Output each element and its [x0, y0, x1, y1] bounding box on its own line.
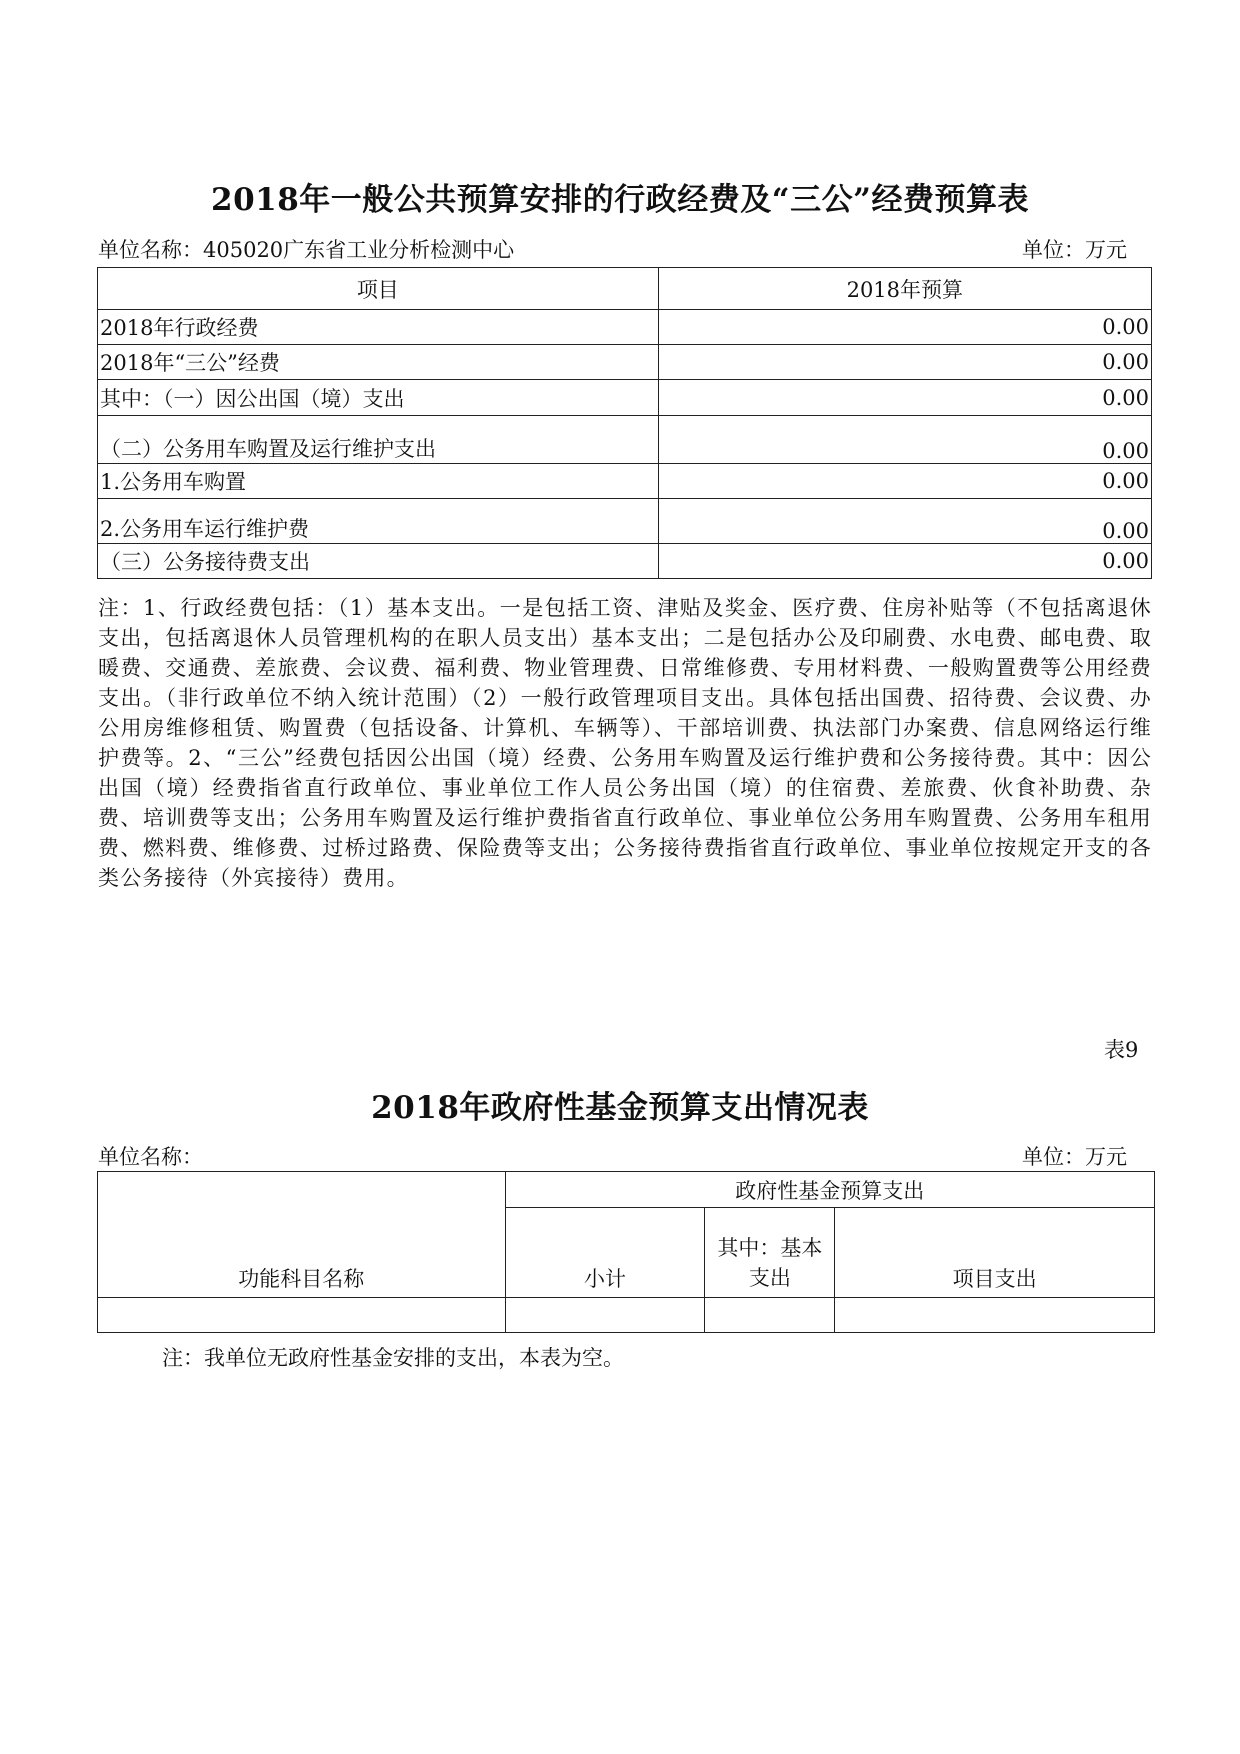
table9-unit-name: 单位名称：	[98, 1145, 203, 1169]
table8-note: 注：1、行政经费包括：（1）基本支出。一是包括工资、津贴及奖金、医疗费、住房补贴等（不包括离退休支出，包括离退休人员管理机构的在职人员支出）基本支出；二是包括办公及印刷费、水电费、邮电费、取暖费、交通费、差旅费、会议费、福利费、物业管理费、日常维修费、专用材料费、一般购置费等公用经费支出。（非行政单位不纳入统计范围）（2）一般行政管理项目支出。具体包括出国费、招待费、会议费、办公用房维修租赁、购置费（包括设备、计算机、车辆等）、干部培训费、执法部门办案费、信息网络运行维护费等。2、“三公”经费包括因公出国（境）经费、公务用车购置及运行维护费和公务接待费。其中：因公出国（境）经费指省直行政单位、事业单位工作人员公务出国（境）的住宿费、差旅费、伙食补助费、杂费、培训费等支出；公务用车购置及运行维护费指省直行政单位、事业单位公务用车购置费、公务用车租用费、燃料费、维修费、过桥过路费、保险费等支出；公务接待费指省直行政单位、事业单位按规定开支的各类公务接待（外宾接待）费用。	[98, 596, 1152, 890]
row-label: （二）公务用车购置及运行维护支出	[98, 416, 659, 464]
table-row	[98, 464, 1152, 499]
table9-number: 表9	[1104, 1038, 1139, 1062]
table9-header-project: 项目支出	[835, 1208, 1155, 1298]
table8-unit-name: 单位名称：405020广东省工业分析检测中心	[98, 238, 515, 262]
row-value: 0.00	[658, 544, 1151, 579]
row-value: 0.00	[658, 310, 1151, 345]
table9-title: 2018年政府性基金预算支出情况表	[371, 1090, 869, 1126]
row-label: 1.公务用车购置	[98, 464, 659, 499]
row-value: 0.00	[658, 380, 1151, 416]
table-row	[98, 544, 1152, 579]
empty-cell	[705, 1298, 835, 1333]
table-row	[98, 345, 1152, 380]
table-row	[98, 380, 1152, 416]
table9-header-subtotal: 小计	[505, 1208, 705, 1298]
table9-header-basic: 其中：基本支出	[705, 1208, 835, 1298]
table-row	[98, 310, 1152, 345]
empty-cell	[505, 1298, 705, 1333]
table-row	[98, 1298, 1155, 1333]
table8-unit: 单位：万元	[1022, 238, 1127, 262]
row-label: 2.公务用车运行维护费	[98, 499, 659, 544]
empty-cell	[835, 1298, 1155, 1333]
row-value: 0.00	[658, 416, 1151, 464]
table8	[97, 267, 1152, 579]
row-label: 其中：（一）因公出国（境）支出	[98, 380, 659, 416]
table8-title: 2018年一般公共预算安排的行政经费及“三公”经费预算表	[211, 182, 1029, 218]
table-row	[98, 416, 1152, 464]
table8-header-row	[98, 268, 1152, 310]
row-label: 2018年行政经费	[98, 310, 659, 345]
table8-header-item: 项目	[98, 268, 659, 310]
table9-note: 注：我单位无政府性基金安排的支出，本表为空。	[162, 1346, 624, 1370]
table-row	[98, 499, 1152, 544]
table9-header-row-1	[98, 1172, 1155, 1208]
table9-header-group: 政府性基金预算支出	[505, 1172, 1154, 1208]
table9-header-function: 功能科目名称	[98, 1172, 506, 1298]
row-value: 0.00	[658, 345, 1151, 380]
table9-unit: 单位：万元	[1022, 1145, 1127, 1169]
row-label: （三）公务接待费支出	[98, 544, 659, 579]
table9	[97, 1171, 1155, 1333]
row-label: 2018年“三公”经费	[98, 345, 659, 380]
empty-cell	[98, 1298, 506, 1333]
table8-header-budget: 2018年预算	[658, 268, 1151, 310]
row-value: 0.00	[658, 464, 1151, 499]
row-value: 0.00	[658, 499, 1151, 544]
